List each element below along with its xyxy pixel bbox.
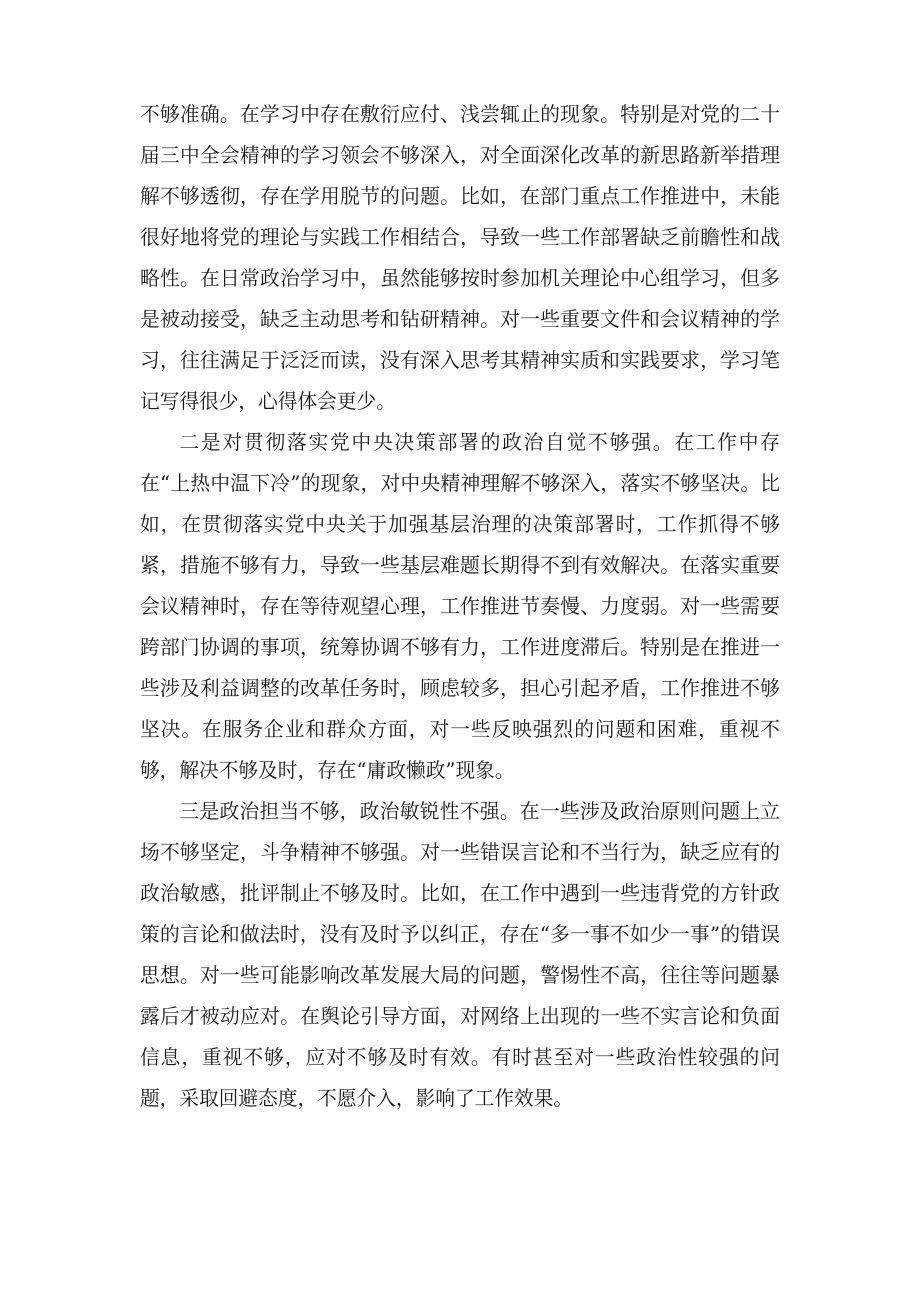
document-page	[140, 94, 780, 1119]
paragraph-point-three: 三是政治担当不够，政治敏锐性不强。在一些涉及政治原则问题上立场不够坚定，斗争精神不够强。对一些错误言论和不当行为，缺乏应有的政治敏感，批评制止不够及时。比如，在工作中遇到一些违背党的方针政策的言论和做法时，没有及时予以纠正，存在“多一事不如少一事”的错误思想。对一些可能影响改革发展大局的问题，警惕性不高，往往等问题暴露后才被动应对。在舆论引导方面，对网络上出现的一些不实言论和负面信息，重视不够，应对不够及时有效。有时甚至对一些政治性较强的问题，采取回避态度，不愿介入，影响了工作效果。	[140, 800, 780, 1110]
paragraph-point-two: 二是对贯彻落实党中央决策部署的政治自觉不够强。在工作中存在“上热中温下冷”的现象，对中央精神理解不够深入，落实不够坚决。比如，在贯彻落实党中央关于加强基层治理的决策部署时，工作抓得不够紧，措施不够有力，导致一些基层难题长期得不到有效解决。在落实重要会议精神时，存在等待观望心理，工作推进节奏慢、力度弱。对一些需要跨部门协调的事项，统筹协调不够有力，工作进度滞后。特别是在推进一些涉及利益调整的改革任务时，顾虑较多，担心引起矛盾，工作推进不够坚决。在服务企业和群众方面，对一些反映强烈的问题和困难，重视不够，解决不够及时，存在“庸政懒政”现象。	[140, 431, 780, 782]
paragraph-continuation: 不够准确。在学习中存在敷衍应付、浅尝辄止的现象。特别是对党的二十届三中全会精神的学习领会不够深入，对全面深化改革的新思路新举措理解不够透彻，存在学用脱节的问题。比如，在部门重点工作推进中，未能很好地将党的理论与实践工作相结合，导致一些工作部署缺乏前瞻性和战略性。在日常政治学习中，虽然能够按时参加机关理论中心组学习，但多是被动接受，缺乏主动思考和钻研精神。对一些重要文件和会议精神的学习，往往满足于泛泛而读，没有深入思考其精神实质和实践要求，学习笔记写得很少，心得体会更少。	[140, 103, 780, 413]
